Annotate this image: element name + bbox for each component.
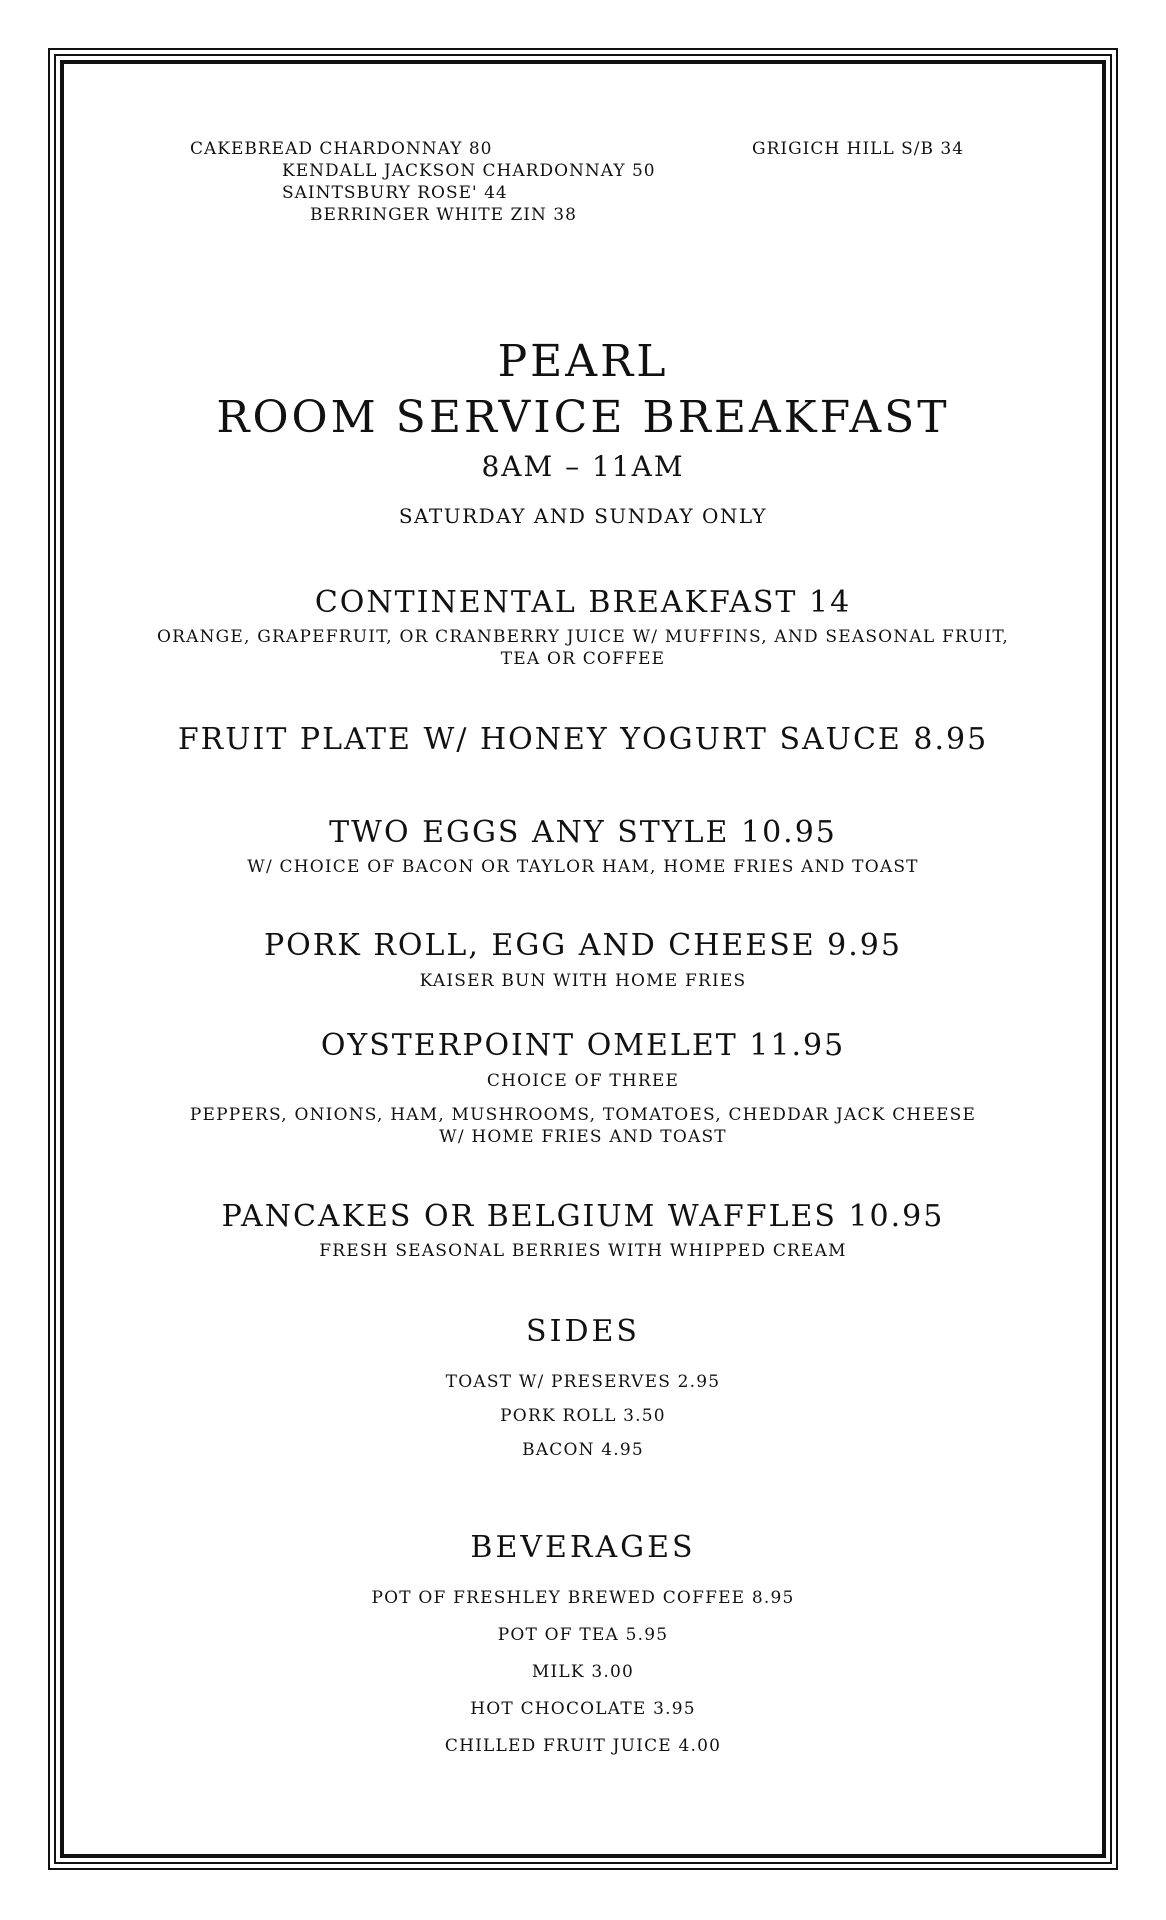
item-two-eggs: TWO EGGS ANY STYLE 10.95: [329, 815, 837, 850]
item-omelet-desc-2: PEPPERS, ONIONS, HAM, MUSHROOMS, TOMATOES, CHEDDAR JACK CHEESE: [189, 1105, 977, 1125]
service-hours: 8AM – 11AM: [481, 450, 685, 483]
beverage-milk: MILK 3.00: [531, 1662, 635, 1682]
wine-berringer: BERRINGER WHITE ZIN 38: [310, 205, 577, 225]
item-pork-roll-egg-cheese: PORK ROLL, EGG AND CHEESE 9.95: [264, 928, 902, 963]
beverage-fruit-juice: CHILLED FRUIT JUICE 4.00: [444, 1736, 722, 1756]
item-omelet-desc-3: W/ HOME FRIES AND TOAST: [439, 1127, 727, 1147]
wine-grigich-hill: GRIGICH HILL S/B 34: [752, 139, 965, 159]
restaurant-name: PEARL: [497, 336, 669, 387]
sides-heading: SIDES: [526, 1314, 640, 1349]
side-pork-roll: PORK ROLL 3.50: [500, 1406, 666, 1426]
beverage-hot-chocolate: HOT CHOCOLATE 3.95: [470, 1699, 696, 1719]
service-days: SATURDAY AND SUNDAY ONLY: [398, 504, 768, 528]
item-pork-roll-desc: KAISER BUN WITH HOME FRIES: [419, 971, 747, 991]
item-pancakes-waffles: PANCAKES OR BELGIUM WAFFLES 10.95: [221, 1199, 945, 1234]
item-fruit-plate: FRUIT PLATE W/ HONEY YOGURT SAUCE 8.95: [177, 722, 989, 757]
beverages-heading: BEVERAGES: [470, 1530, 696, 1565]
wine-kendall-jackson: KENDALL JACKSON CHARDONNAY 50: [282, 161, 656, 181]
item-two-eggs-desc: W/ CHOICE OF BACON OR TAYLOR HAM, HOME FRIES AND TOAST: [247, 857, 919, 877]
wine-cakebread: CAKEBREAD CHARDONNAY 80: [190, 139, 493, 159]
wine-saintsbury: SAINTSBURY ROSE' 44: [282, 183, 508, 203]
menu-title: ROOM SERVICE BREAKFAST: [216, 392, 950, 443]
side-bacon: BACON 4.95: [522, 1440, 644, 1460]
item-continental-desc-1: ORANGE, GRAPEFRUIT, OR CRANBERRY JUICE W/ MUFFINS, AND SEASONAL FRUIT,: [156, 627, 1010, 647]
beverage-coffee: POT OF FRESHLEY BREWED COFFEE 8.95: [371, 1588, 795, 1608]
item-continental-desc-2: TEA OR COFFEE: [500, 649, 666, 669]
item-omelet-desc-1: CHOICE OF THREE: [486, 1071, 680, 1091]
beverage-tea: POT OF TEA 5.95: [497, 1625, 669, 1645]
item-continental-breakfast: CONTINENTAL BREAKFAST 14: [314, 585, 852, 620]
side-toast: TOAST W/ PRESERVES 2.95: [445, 1372, 721, 1392]
item-oysterpoint-omelet: OYSTERPOINT OMELET 11.95: [320, 1028, 846, 1063]
item-pancakes-desc: FRESH SEASONAL BERRIES WITH WHIPPED CREAM: [319, 1241, 847, 1261]
